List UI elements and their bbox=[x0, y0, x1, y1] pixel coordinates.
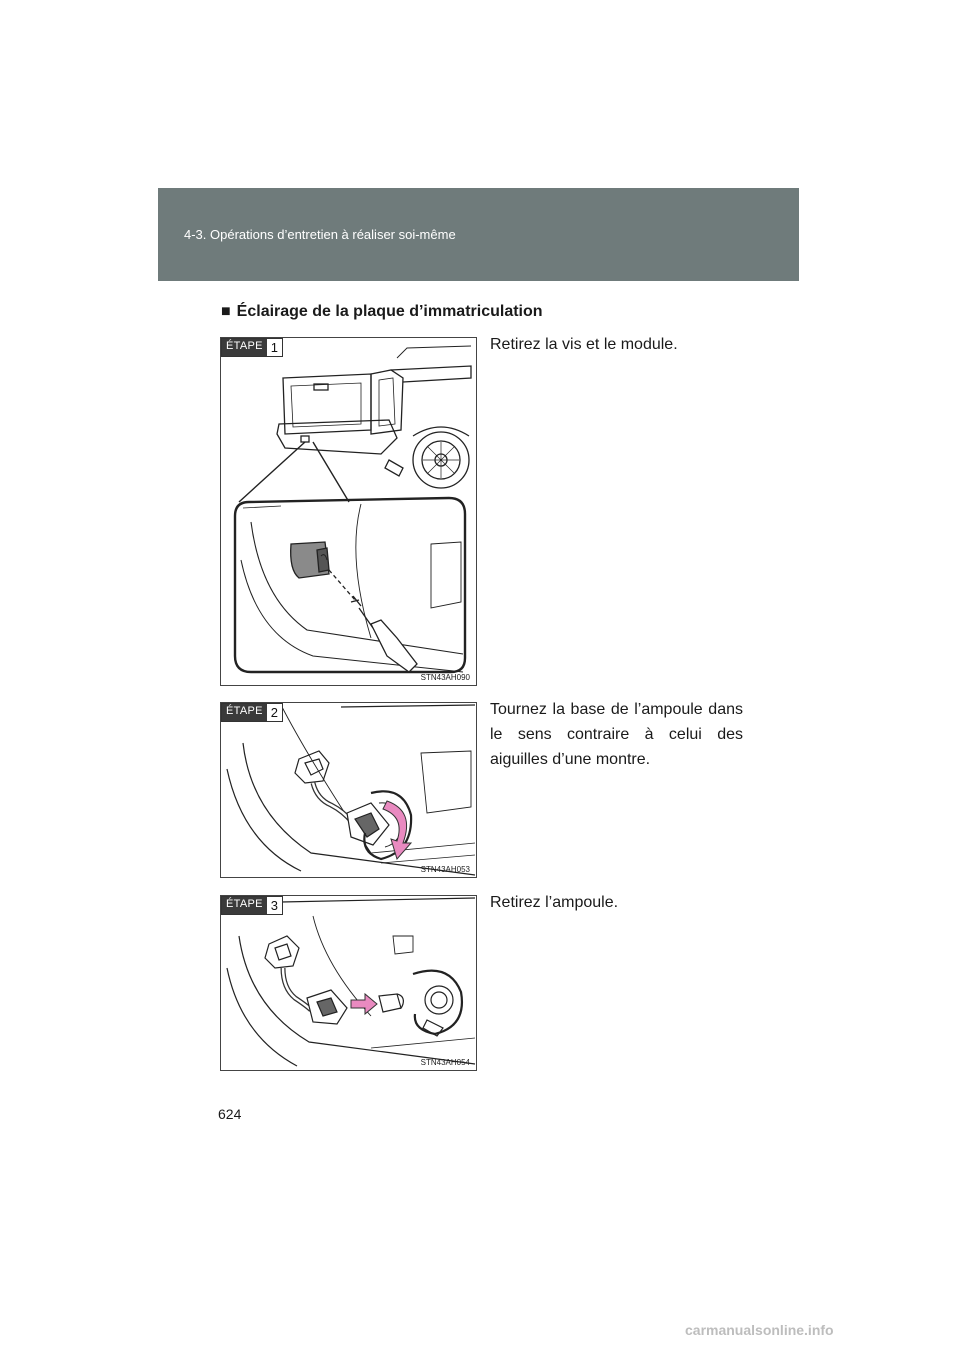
footer-watermark: carmanualsonline.info bbox=[685, 1322, 834, 1338]
bulb-removal-illustration bbox=[221, 896, 476, 1070]
rear-truck-illustration bbox=[221, 338, 476, 685]
header-band bbox=[158, 188, 799, 281]
step-2-text: Tournez la base de l’ampoule dans le sens contraire à celui des aiguilles d’une montre. bbox=[490, 701, 743, 768]
step-badge-1: ÉTAPE 1 bbox=[221, 338, 283, 357]
step-1-text: Retirez la vis et le module. bbox=[490, 336, 678, 353]
step-badge-3: ÉTAPE 3 bbox=[221, 896, 283, 915]
section-marker-icon: ■ bbox=[221, 303, 231, 320]
chapter-heading: 4-3. Opérations d’entretien à réaliser soi-même bbox=[184, 227, 456, 242]
bulb-socket-illustration bbox=[221, 703, 476, 877]
section-title-text: Éclairage de la plaque d’immatriculation bbox=[236, 303, 543, 320]
step-3-text: Retirez l’ampoule. bbox=[490, 894, 619, 911]
section-title bbox=[221, 303, 543, 321]
figure-step-3 bbox=[220, 895, 477, 1071]
figure-code: STN43AH090 bbox=[420, 673, 470, 682]
page-number: 624 bbox=[218, 1106, 242, 1122]
figure-code: STN43AH054 bbox=[420, 1058, 470, 1067]
figure-step-1 bbox=[220, 337, 477, 686]
figure-code: STN43AH053 bbox=[420, 865, 470, 874]
figure-step-2 bbox=[220, 702, 477, 878]
step-badge-2: ÉTAPE 2 bbox=[221, 703, 283, 722]
